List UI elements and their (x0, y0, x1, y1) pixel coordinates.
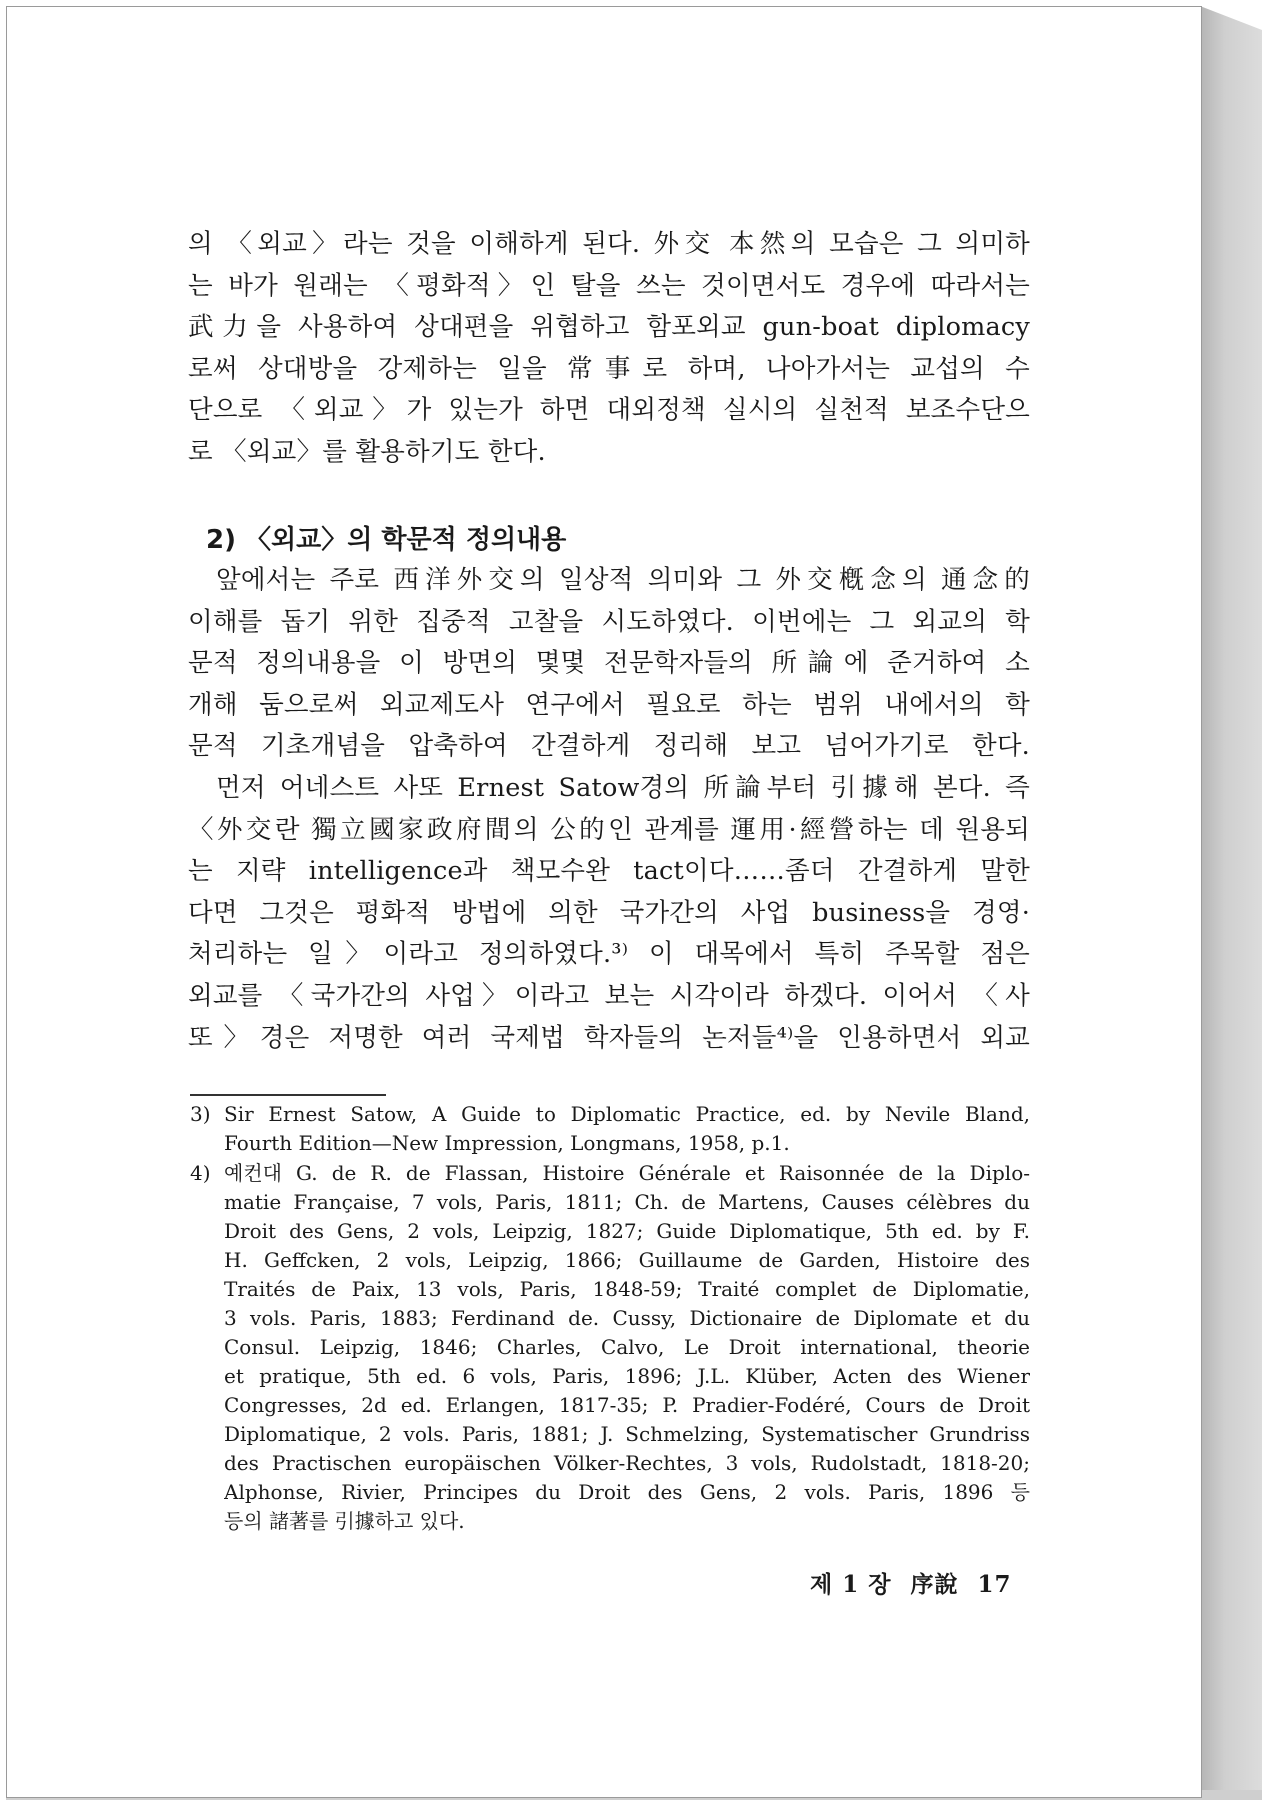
footnote-line: Traités de Paix, 13 vols, Paris, 1848-59; Traité complet de Diplomatie, (224, 1277, 1030, 1301)
paragraph-2 (188, 560, 1030, 1059)
footnote-line: des Practischen europäischen Völker-Rechtes, 3 vols, Rudolstadt, 1818-20; (224, 1451, 1030, 1475)
text-line: 개해 둠으로써 외교제도사 연구에서 필요로 하는 범위 내에서의 학 (188, 689, 1030, 720)
footnote-line: Congresses, 2d ed. Erlangen, 1817-35; P. Pradier-Fodéré, Cours de Droit (224, 1393, 1030, 1417)
text-line: 로 〈외교〉를 활용하기도 한다. (188, 436, 546, 467)
text-line: 처리하는 일〉이라고 정의하였다.³⁾ 이 대목에서 특히 주목할 점은 (188, 939, 1030, 970)
page-number: 17 (977, 1571, 1012, 1598)
text-line: 문적 기초개념을 압축하여 간결하게 정리해 보고 넘어가기로 한다. (188, 731, 1030, 762)
text-line: 외교를 〈국가간의 사업〉이라고 보는 시각이라 하겠다. 이어서 〈사 (188, 980, 1030, 1011)
text-line: 다면 그것은 평화적 방법에 의한 국가간의 사업 business을 경영· (188, 897, 1030, 928)
footnote-line: Alphonse, Rivier, Principes du Droit des Gens, 2 vols. Paris, 1896 등 (224, 1480, 1030, 1504)
section-heading: 2) 〈외교〉의 학문적 정의내용 (206, 525, 567, 555)
footnote-4 (190, 1159, 1030, 1536)
footnote-rule (190, 1094, 386, 1096)
running-footer (810, 1566, 1022, 1599)
text-line: 단으로 〈외교〉가 있는가 하면 대외정책 실시의 실천적 보조수단으 (188, 395, 1030, 426)
text-line: 먼저 어네스트 사또 Ernest Satow경의 所論부터 引據해 본다. 즉 (216, 772, 1030, 803)
footnote-line: H. Geffcken, 2 vols, Leipzig, 1866; Guillaume de Garden, Histoire des (224, 1248, 1030, 1272)
footnotes (190, 1100, 1030, 1536)
text-line: 〈外交란 獨立國家政府間의 公的인 관계를 運用·經營하는 데 원용되 (188, 814, 1030, 845)
footnote-3 (190, 1100, 1030, 1158)
footnote-line: 예컨대 G. de R. de Flassan, Histoire Générale et Raisonnée de la Diplo- (224, 1161, 1030, 1185)
footnote-line: Consul. Leipzig, 1846; Charles, Calvo, Le Droit international, theorie (224, 1335, 1030, 1359)
footnote-line: 등의 諸著를 引據하고 있다. (224, 1509, 465, 1533)
footnote-number: 4) (190, 1161, 211, 1185)
footnote-line: 3 vols. Paris, 1883; Ferdinand de. Cussy, Dictionaire de Diplomate et du (224, 1306, 1030, 1330)
text-line: 앞에서는 주로 西洋外交의 일상적 의미와 그 外交槪念의 通念的 (216, 565, 1030, 595)
text-line: 는 지략 intelligence과 책모수완 tact이다……좀더 간결하게 말한 (188, 856, 1030, 887)
footnote-line: Diplomatique, 2 vols. Paris, 1881; J. Schmelzing, Systematischer Grundriss (224, 1422, 1030, 1446)
footnote-number: 3) (190, 1102, 211, 1126)
text-line: 武力을 사용하여 상대편을 위협하고 함포외교 gun-boat diplomacy (188, 312, 1030, 343)
paragraph-1 (188, 224, 1030, 474)
text-line: 는 바가 원래는 〈평화적〉인 탈을 쓰는 것이면서도 경우에 따라서는 (188, 270, 1030, 301)
text-line: 의 〈외교〉라는 것을 이해하게 된다. 外交 本然의 모습은 그 의미하 (188, 229, 1030, 259)
text-line: 이해를 돕기 위한 집중적 고찰을 시도하였다. 이번에는 그 외교의 학 (188, 606, 1030, 637)
text-line: 로써 상대방을 강제하는 일을 常事로 하며, 나아가서는 교섭의 수 (188, 353, 1030, 384)
footnote-line: Droit des Gens, 2 vols, Leipzig, 1827; Guide Diplomatique, 5th ed. by F. (224, 1219, 1030, 1243)
chapter-label: 제 1 장 (810, 1571, 892, 1598)
text-line: 문적 정의내용을 이 방면의 몇몇 전문학자들의 所論에 준거하여 소 (188, 648, 1030, 679)
page-edge-right (1200, 6, 1262, 1798)
section-label: 序說 (910, 1571, 959, 1598)
footnote-line: et pratique, 5th ed. 6 vols, Paris, 1896; J.L. Klüber, Acten des Wiener (224, 1364, 1030, 1388)
footnote-line: Fourth Edition—New Impression, Longmans, 1958, p.1. (224, 1131, 790, 1155)
footnote-line: Sir Ernest Satow, A Guide to Diplomatic Practice, ed. by Nevile Bland, (224, 1102, 1030, 1126)
footnote-line: matie Française, 7 vols, Paris, 1811; Ch. de Martens, Causes célèbres du (224, 1190, 1030, 1214)
text-line: 또〉경은 저명한 여러 국제법 학자들의 논저들⁴⁾을 인용하면서 외교 (188, 1022, 1030, 1053)
